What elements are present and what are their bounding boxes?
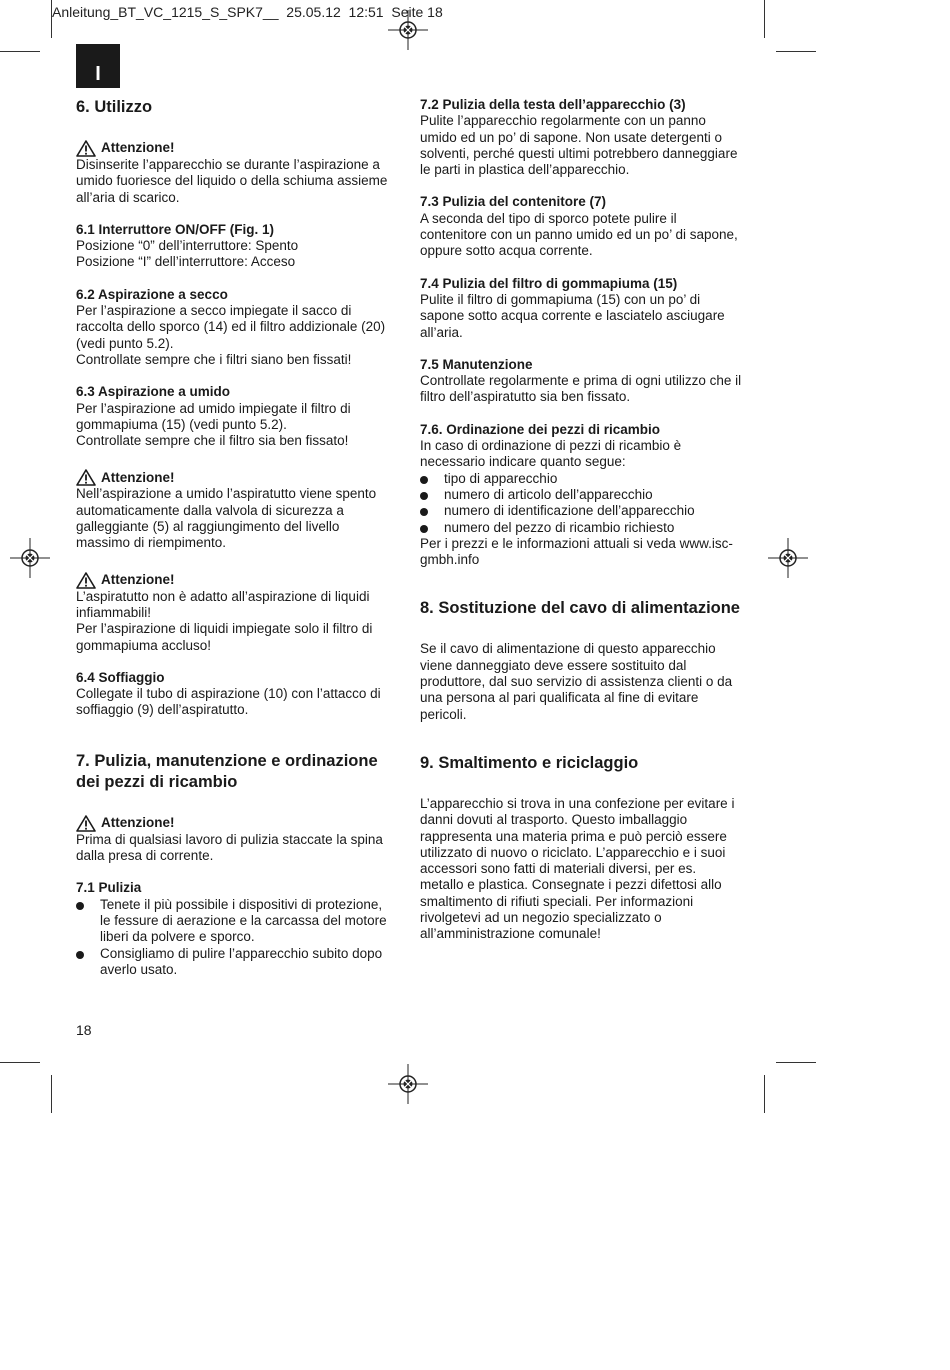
print-file-info: Anleitung_BT_VC_1215_S_SPK7__ 25.05.12 12:51 Seite 18: [52, 4, 443, 20]
section-9-text: L’apparecchio si trova in una confezione per evitare i danni dovuti al trasporto. Questo imballaggio rappresenta una materia prima e può perciò essere utilizzato di nuovo o riciclato. L’apparecchio e i suoi accessori sono fatti di materiali diversi, per es. metallo e plastica. Consegnate i pezzi difettosi allo smaltimento di rifiuti speciali. Per informazioni rivolgetevi ad un negozio specializzato o all’amministrazione comunale!: [420, 795, 735, 942]
warning-text: Nell’aspirazione a umido l’aspiratutto viene spento automaticamente dalla valvola di sicurezza a galleggiante (5) al raggiungimento del livello massimo di riempimento.: [76, 486, 377, 551]
section-6-3-note: Controllate sempre che il filtro sia ben fissato!: [76, 433, 349, 449]
spare-parts-list: [420, 471, 742, 536]
section-6-4-title: 6.4 Soffiaggio: [76, 669, 165, 685]
cleaning-list: [76, 897, 394, 978]
section-8-title: 8. Sostituzione del cavo di alimentazione: [420, 599, 740, 618]
warning-text: Per l’aspirazione di liquidi impiegate solo il filtro di gommapiuma accluso!: [76, 621, 373, 653]
section-7-6-outro: Per i prezzi e le informazioni attuali si veda www.isc-gmbh.info: [420, 535, 733, 568]
list-item: numero di articolo dell’apparecchio: [420, 487, 742, 503]
warning-triangle-icon: [76, 469, 96, 486]
warning-triangle-icon: [76, 815, 96, 832]
warning-text: Disinserite l’apparecchio se durante l’aspirazione a umido fuoriesce del liquido o della schiuma assieme all’aria di scarico.: [76, 157, 388, 205]
registration-mark-icon: [388, 1064, 428, 1104]
section-7-4-text: Pulite il filtro di gommapiuma (15) con un po’ di sapone sotto acqua corrente e lasciatelo asciugare all’aria.: [420, 291, 725, 340]
crop-line: [764, 0, 765, 38]
list-item: numero di identificazione dell’apparecchio: [420, 503, 742, 519]
warning-heading: [76, 815, 394, 832]
section-6-2-note: Controllate sempre che i filtri siano ben fissati!: [76, 351, 352, 367]
switch-position-on: Posizione “I” dell’interruttore: Acceso: [76, 254, 296, 270]
registration-mark-icon: [388, 10, 428, 50]
section-7-2-text: Pulite l’apparecchio regolarmente con un panno umido ed un po’ di sapone. Non usate detergenti o solventi, perché questi ultimi potrebbero danneggiare le parti in plastica dell’apparecchio.: [420, 113, 738, 178]
list-item: tipo di apparecchio: [420, 471, 742, 487]
warning-heading: [76, 572, 394, 589]
warning-label: Attenzione!: [101, 140, 175, 156]
warning-label: Attenzione!: [101, 469, 175, 485]
section-7-3-text: A seconda del tipo di sporco potete pulire il contenitore con un panno umido ed un po’ di sapone, oppure sotto acqua corrente.: [420, 210, 738, 259]
crop-line: [0, 1062, 40, 1063]
section-7-3-title: 7.3 Pulizia del contenitore (7): [420, 194, 607, 210]
section-6-1-title: 6.1 Interruttore ON/OFF (Fig. 1): [76, 221, 275, 237]
section-6-2-text: Per l’aspirazione a secco impiegate il sacco di raccolta dello sporco (14) ed il filtro addizionale (20) (vedi punto 5.2).: [76, 303, 386, 351]
right-column: [420, 97, 742, 943]
section-7-6-intro: In caso di ordinazione di pezzi di ricambio è necessario indicare quanto segue:: [420, 438, 682, 470]
section-7-5-title: 7.5 Manutenzione: [420, 356, 533, 372]
registration-mark-icon: [768, 538, 808, 578]
crop-line: [0, 51, 40, 52]
warning-triangle-icon: [76, 572, 96, 589]
warning-heading: [76, 140, 394, 157]
section-7-1-title: 7.1 Pulizia: [76, 880, 142, 896]
warning-label: Attenzione!: [101, 815, 175, 831]
section-8-text: Se il cavo di alimentazione di questo apparecchio viene danneggiato deve essere sostituito dal produttore, dal suo servizio di assistenza clienti o da una persona al pari qualificata al fine di evitare pericoli.: [420, 641, 733, 722]
list-item: Tenete il più possibile i dispositivi di protezione, le fessure di aerazione e la carcassa del motore liberi da polvere e sporco.: [76, 897, 394, 946]
warning-label: Attenzione!: [101, 571, 175, 587]
section-6-3-text: Per l’aspirazione ad umido impiegate il filtro di gommapiuma (15) (vedi punto 5.2).: [76, 400, 351, 432]
crop-line: [776, 51, 816, 52]
section-6-title: 6. Utilizzo: [76, 98, 153, 116]
crop-line: [764, 1075, 765, 1113]
left-column: [76, 97, 394, 978]
language-tab: [76, 44, 120, 88]
section-6-4-text: Collegate il tubo di aspirazione (10) con l’attacco di soffiaggio (9) dell’aspiratutto.: [76, 686, 381, 718]
crop-line: [51, 1075, 52, 1113]
switch-position-off: Posizione “0” dell’interruttore: Spento: [76, 238, 299, 254]
section-7-4-title: 7.4 Pulizia del filtro di gommapiuma (15): [420, 275, 678, 291]
section-6-3-title: 6.3 Aspirazione a umido: [76, 384, 231, 400]
section-7-title: 7. Pulizia, manutenzione e ordinazione dei pezzi di ricambio: [76, 751, 378, 791]
language-letter: I: [95, 63, 101, 85]
section-7-2-title: 7.2 Pulizia della testa dell’apparecchio (3): [420, 97, 686, 112]
warning-text: L’aspiratutto non è adatto all’aspirazione di liquidi infiammabili!: [76, 588, 370, 620]
crop-line: [51, 0, 52, 38]
page-number: 18: [76, 1022, 92, 1038]
warning-triangle-icon: [76, 140, 96, 157]
crop-line: [776, 1062, 816, 1063]
list-item: numero del pezzo di ricambio richiesto: [420, 520, 742, 536]
section-6-2-title: 6.2 Aspirazione a secco: [76, 286, 228, 302]
section-7-6-title: 7.6. Ordinazione dei pezzi di ricambio: [420, 421, 661, 437]
warning-heading: [76, 469, 394, 486]
list-item: Consigliamo di pulire l’apparecchio subito dopo averlo usato.: [76, 946, 394, 979]
section-7-5-text: Controllate regolarmente e prima di ogni utilizzo che il filtro dell’aspiratutto sia ben fissato.: [420, 373, 742, 405]
section-9-title: 9. Smaltimento e riciclaggio: [420, 753, 639, 772]
registration-mark-icon: [10, 538, 50, 578]
warning-text: Prima di qualsiasi lavoro di pulizia staccate la spina dalla presa di corrente.: [76, 831, 383, 864]
